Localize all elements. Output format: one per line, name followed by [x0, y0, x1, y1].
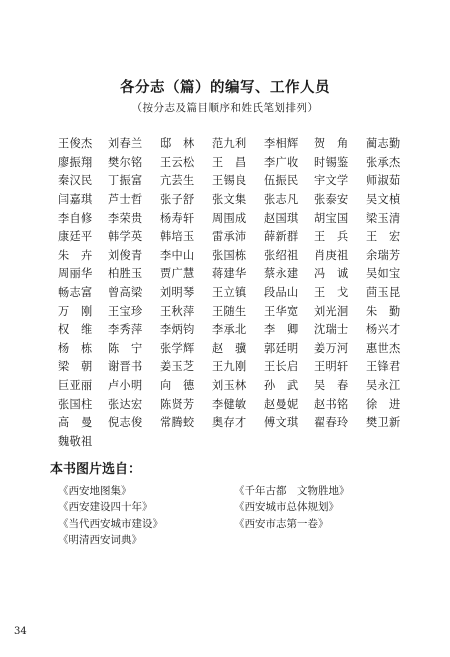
staff-name: 范九利	[212, 137, 247, 151]
source-book-title: 《西安地图集》	[58, 484, 132, 497]
name-row	[58, 190, 418, 209]
staff-name: 赵 骥	[212, 341, 247, 355]
staff-name: 杨兴才	[366, 323, 401, 337]
staff-name: 刘春兰	[108, 137, 143, 151]
staff-name: 姜万河	[314, 341, 349, 355]
staff-name: 常腾蛟	[160, 416, 195, 430]
staff-name: 吴永江	[366, 379, 401, 393]
staff-name: 惠世杰	[366, 341, 401, 355]
staff-name: 王云松	[160, 155, 195, 169]
name-row	[58, 376, 418, 395]
staff-name: 权 维	[58, 323, 93, 337]
staff-name: 蒋建华	[212, 267, 247, 281]
staff-name: 王立镇	[212, 286, 247, 300]
staff-name: 孙 武	[264, 379, 299, 393]
staff-name: 张达宏	[108, 397, 143, 411]
staff-name: 杨寿轩	[160, 211, 195, 225]
source-row	[58, 482, 418, 499]
staff-name: 王 兵	[314, 230, 349, 244]
source-book-title: 《当代西安城市建设》	[58, 517, 163, 530]
staff-name: 吴 春	[314, 379, 349, 393]
staff-name: 周围成	[212, 211, 247, 225]
staff-name: 沈瑞士	[314, 323, 349, 337]
name-row	[58, 320, 418, 339]
page-number: 34	[14, 626, 27, 637]
staff-name: 李自修	[58, 211, 93, 225]
staff-name: 吴如宝	[366, 267, 401, 281]
name-row	[58, 264, 418, 283]
staff-name: 余瑞芳	[366, 248, 401, 262]
staff-name: 周丽华	[58, 267, 93, 281]
staff-name: 郭廷明	[264, 341, 299, 355]
staff-name: 李秀萍	[108, 323, 143, 337]
staff-name: 蔡永建	[264, 267, 299, 281]
staff-name: 伍振民	[264, 174, 299, 188]
staff-name: 茴玉昆	[366, 286, 401, 300]
staff-name: 卢小明	[108, 379, 143, 393]
name-row	[58, 283, 418, 302]
staff-name: 秦汉民	[58, 174, 93, 188]
staff-name: 杨 栋	[58, 341, 93, 355]
staff-name: 王随生	[212, 304, 247, 318]
staff-name: 王锡良	[212, 174, 247, 188]
source-book-title: 《西安市志第一卷》	[234, 517, 329, 530]
staff-name: 薛新群	[264, 230, 299, 244]
staff-name: 段品山	[264, 286, 299, 300]
staff-name: 韩培玉	[160, 230, 195, 244]
staff-name: 樊卫新	[366, 416, 401, 430]
staff-name: 傅文琪	[264, 416, 299, 430]
staff-name: 师淑茹	[366, 174, 401, 188]
staff-name: 肖庚祖	[314, 248, 349, 262]
staff-name: 张承杰	[366, 155, 401, 169]
staff-name: 万 刚	[58, 304, 93, 318]
staff-name: 王 戈	[314, 286, 349, 300]
page-title: 各分志（篇）的编写、工作人员	[120, 80, 330, 96]
name-row	[58, 153, 418, 172]
source-row	[58, 532, 418, 549]
staff-name: 姜玉芝	[160, 360, 195, 374]
staff-name: 高 曼	[58, 416, 93, 430]
staff-name: 柏胜玉	[108, 267, 143, 281]
staff-name: 奥存才	[212, 416, 247, 430]
staff-name: 王长启	[264, 360, 299, 374]
staff-name: 胡宝国	[314, 211, 349, 225]
name-row	[58, 134, 418, 153]
staff-name: 张国柱	[58, 397, 93, 411]
staff-name: 赵书铭	[314, 397, 349, 411]
staff-name: 蔺志勤	[366, 137, 401, 151]
staff-name: 巨亚丽	[58, 379, 93, 393]
image-sources-heading: 本书图片选自：	[50, 462, 142, 477]
staff-name: 张志凡	[264, 193, 299, 207]
staff-name: 谢晋书	[108, 360, 143, 374]
staff-name: 魏敬祖	[58, 434, 93, 448]
staff-name: 李中山	[160, 248, 195, 262]
staff-name: 向 德	[160, 379, 195, 393]
name-row	[58, 394, 418, 413]
staff-name: 翟春玲	[314, 416, 349, 430]
staff-name: 廖振翔	[58, 155, 93, 169]
staff-name: 李 卿	[264, 323, 299, 337]
source-book-title: 《千年古都 文物胜地》	[234, 484, 350, 497]
source-row	[58, 515, 418, 532]
staff-name: 赵曼妮	[264, 397, 299, 411]
name-row	[58, 227, 418, 246]
staff-name: 张国栋	[212, 248, 247, 262]
staff-name: 王宝珍	[108, 304, 143, 318]
staff-name: 王九刚	[212, 360, 247, 374]
name-row	[58, 171, 418, 190]
source-book-title: 《西安城市总体规划》	[234, 501, 339, 514]
staff-name: 闫嘉琪	[58, 193, 93, 207]
staff-name: 倪志俊	[108, 416, 143, 430]
staff-name: 王 宏	[366, 230, 401, 244]
staff-name: 雷承沛	[212, 230, 247, 244]
name-row	[58, 339, 418, 358]
source-book-title: 《西安建设四十年》	[58, 501, 153, 514]
staff-name: 梁玉清	[366, 211, 401, 225]
staff-name: 吴文楨	[366, 193, 401, 207]
staff-name: 梁 朝	[58, 360, 93, 374]
staff-name: 陈贤芳	[160, 397, 195, 411]
staff-name: 王锋君	[366, 360, 401, 374]
staff-name: 刘明琴	[160, 286, 195, 300]
staff-name: 丁振富	[108, 174, 143, 188]
staff-name: 陈 宁	[108, 341, 143, 355]
name-row	[58, 208, 418, 227]
name-row	[58, 413, 418, 432]
staff-name: 康廷平	[58, 230, 93, 244]
staff-name: 王华宽	[264, 304, 299, 318]
staff-name: 亢芸生	[160, 174, 195, 188]
name-row	[58, 301, 418, 320]
staff-name: 徐 进	[366, 397, 401, 411]
staff-name: 王 昌	[212, 155, 247, 169]
staff-name: 芦士哲	[108, 193, 143, 207]
name-row	[58, 432, 418, 451]
staff-name: 张泰安	[314, 193, 349, 207]
staff-name: 王秋萍	[160, 304, 195, 318]
staff-name: 韩学英	[108, 230, 143, 244]
image-sources-list	[58, 482, 418, 548]
staff-name: 李炳钧	[160, 323, 195, 337]
staff-name: 刘光洄	[314, 304, 349, 318]
staff-name: 曾高梁	[108, 286, 143, 300]
staff-name: 刘俊青	[108, 248, 143, 262]
staff-name: 邸 林	[160, 137, 195, 151]
staff-name: 畅志富	[58, 286, 93, 300]
staff-name: 朱 勤	[366, 304, 401, 318]
staff-name: 张文集	[212, 193, 247, 207]
staff-name: 赵国琪	[264, 211, 299, 225]
source-book-title: 《明清西安词典》	[58, 534, 142, 547]
staff-name: 贺 角	[314, 137, 349, 151]
staff-name: 樊尔铭	[108, 155, 143, 169]
staff-name: 贾广慧	[160, 267, 195, 281]
staff-name: 张绍祖	[264, 248, 299, 262]
page-subtitle: （按分志及篇目顺序和姓氏笔划排列）	[131, 102, 319, 114]
staff-name: 时锡鉴	[314, 155, 349, 169]
staff-name: 李健敏	[212, 397, 247, 411]
staff-name: 李相辉	[264, 137, 299, 151]
staff-name: 刘玉林	[212, 379, 247, 393]
staff-name: 李广收	[264, 155, 299, 169]
staff-name: 李荣贵	[108, 211, 143, 225]
staff-name: 张子舒	[160, 193, 195, 207]
staff-name: 张学辉	[160, 341, 195, 355]
source-row	[58, 499, 418, 516]
staff-name: 王俊杰	[58, 137, 93, 151]
staff-name: 宇文学	[314, 174, 349, 188]
name-row	[58, 357, 418, 376]
staff-name: 王明轩	[314, 360, 349, 374]
staff-name: 李承北	[212, 323, 247, 337]
staff-name-list	[58, 134, 418, 450]
staff-name: 朱 卉	[58, 248, 93, 262]
name-row	[58, 246, 418, 265]
staff-name: 冯 诚	[314, 267, 349, 281]
